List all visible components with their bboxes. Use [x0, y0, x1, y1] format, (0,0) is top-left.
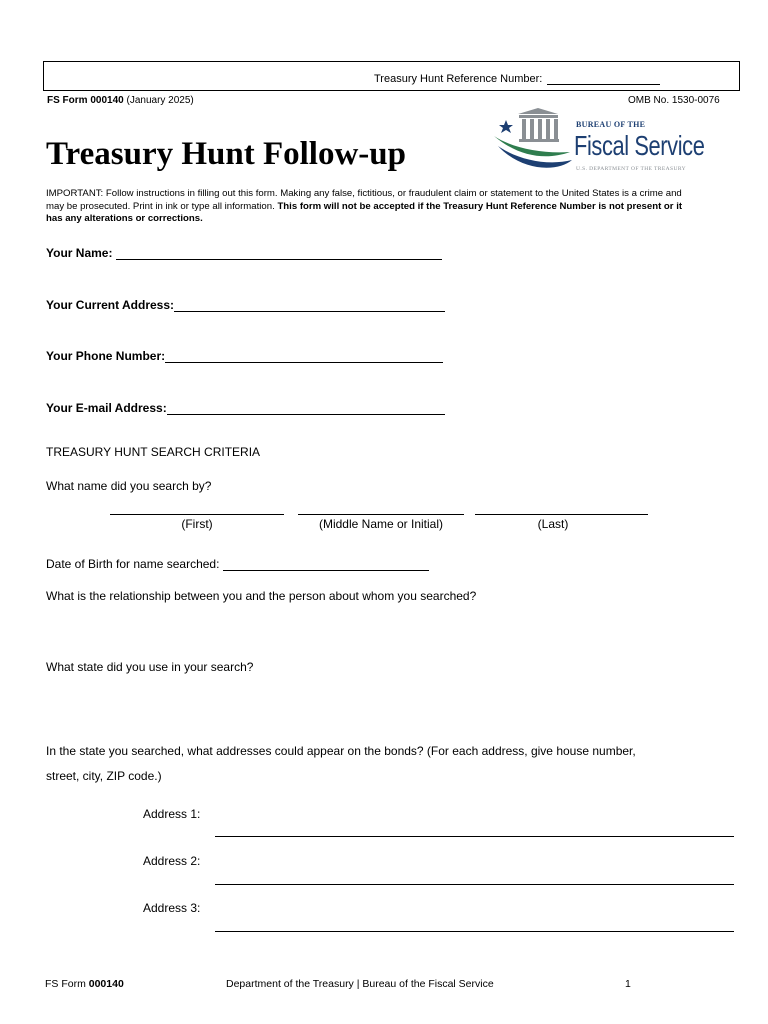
- address-1-line[interactable]: [215, 836, 734, 837]
- addresses-question-line1: In the state you searched, what addresses could appear on the bonds? (For each address, give house number,: [46, 744, 636, 758]
- reference-number-field[interactable]: [374, 73, 660, 85]
- address-1-label: Address 1:: [143, 807, 201, 821]
- form-id: [47, 95, 194, 106]
- middle-name-caption: (Middle Name or Initial): [318, 517, 444, 531]
- reference-number-label: Treasury Hunt Reference Number:: [374, 73, 543, 85]
- footer-form-number: 000140: [88, 978, 124, 990]
- first-name-caption: (First): [181, 517, 213, 531]
- name-label: Your Name:: [46, 246, 113, 260]
- important-notice-text: IMPORTANT: Follow instructions in filling out this form. Making any false, fictitious, or fraudulent claim or statement to the United States is a crime and may be prosecuted. Print in ink or type all information.: [46, 188, 682, 212]
- address-3-label: Address 3:: [143, 901, 201, 915]
- footer-form-prefix: FS Form: [45, 978, 89, 990]
- important-notice-bold: This form will not be accepted if the Treasury Hunt Reference Number is not present or it has any alterations or corrections.: [46, 200, 683, 224]
- page-number: 1: [625, 978, 631, 990]
- middle-name-line[interactable]: [298, 514, 464, 515]
- last-name-caption: (Last): [537, 517, 569, 531]
- relationship-question: What is the relationship between you and the person about whom you searched?: [46, 589, 477, 603]
- name-searched-question: What name did you search by?: [46, 479, 212, 493]
- address-2-label: Address 2:: [143, 854, 201, 868]
- email-field[interactable]: [46, 401, 445, 415]
- name-field[interactable]: [46, 246, 442, 260]
- phone-field[interactable]: [46, 349, 443, 363]
- footer-form-id: [45, 978, 124, 990]
- email-line[interactable]: [167, 401, 445, 415]
- reference-number-line[interactable]: [547, 74, 660, 85]
- form-id-number: FS Form 000140: [47, 95, 124, 106]
- logo-department-text: U.S. DEPARTMENT OF THE TREASURY: [576, 166, 686, 172]
- dob-label: Date of Birth for name searched:: [46, 557, 220, 571]
- logo-bureau-text: BUREAU OF THE: [576, 120, 646, 129]
- address-3-line[interactable]: [215, 931, 734, 932]
- state-question: What state did you use in your search?: [46, 660, 254, 674]
- dob-line[interactable]: [223, 558, 429, 571]
- reference-number-box: [43, 61, 740, 91]
- address-label: Your Current Address:: [46, 298, 175, 312]
- important-notice: [46, 188, 696, 226]
- dob-field[interactable]: [46, 557, 429, 571]
- phone-line[interactable]: [165, 349, 443, 363]
- footer-department: Department of the Treasury | Bureau of the Fiscal Service: [226, 978, 494, 990]
- section-heading: TREASURY HUNT SEARCH CRITERIA: [46, 445, 261, 459]
- omb-number: OMB No. 1530-0076: [628, 95, 720, 106]
- first-name-line[interactable]: [110, 514, 284, 515]
- form-date: (January 2025): [126, 95, 194, 106]
- address-2-line[interactable]: [215, 884, 734, 885]
- fiscal-service-logo: [492, 106, 714, 178]
- page-title: Treasury Hunt Follow-up: [46, 136, 406, 172]
- name-line[interactable]: [116, 246, 442, 260]
- address-line[interactable]: [174, 298, 445, 312]
- address-field[interactable]: [46, 298, 445, 312]
- email-label: Your E-mail Address:: [46, 401, 167, 415]
- phone-label: Your Phone Number:: [46, 349, 166, 363]
- logo-fiscal-service-text: Fiscal Service: [574, 130, 705, 161]
- last-name-line[interactable]: [475, 514, 648, 515]
- addresses-question-line2: street, city, ZIP code.): [46, 769, 162, 783]
